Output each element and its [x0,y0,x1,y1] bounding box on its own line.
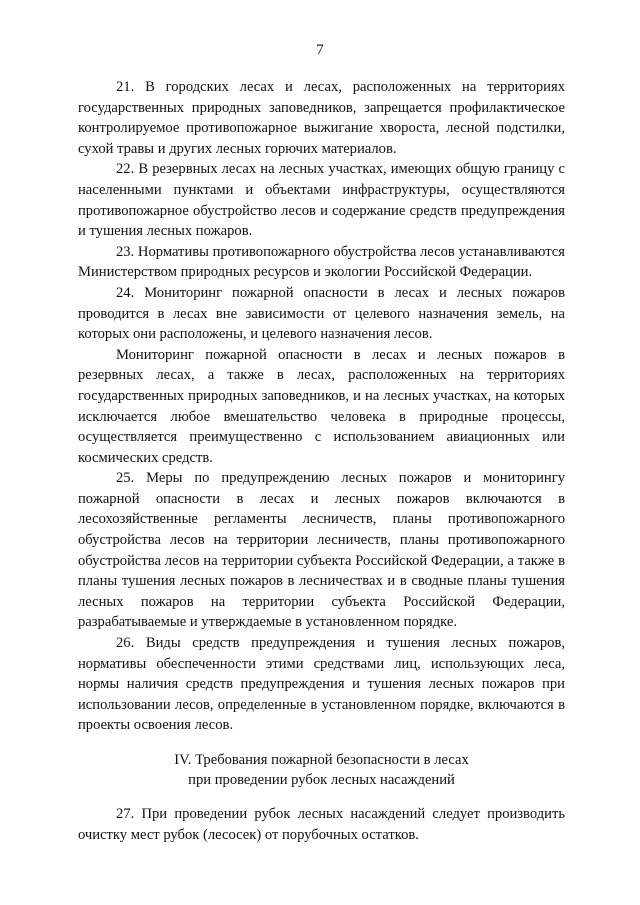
paragraph-22: 22. В резервных лесах на лесных участках, имеющих общую границу с населенными пунктами и объектами инфраструктуры, осуществляются противопожарное обустройство лесов и содержание средств предупреждения и тушения лесных пожаров. [78,161,565,240]
document-body [78,77,565,845]
paragraph-27: 27. При проведении рубок лесных насаждений следует производить очистку мест рубок (лесосек) от порубочных остатков. [78,806,565,843]
paragraph-24-continued: Мониторинг пожарной опасности в лесах и лесных пожаров в резервных лесах, а также в лесах, расположенных на территориях государственных природных заповедников, и на лесных участках, на которых исключается любое вмешательство человека в природные процессы, осуществляется преимущественно с использованием авиационных или космических средств. [78,346,565,466]
page-number: 7 [316,42,324,58]
section-heading-line2: при проведении рубок лесных насаждений [188,772,455,788]
paragraph-25: 25. Меры по предупреждению лесных пожаров и мониторингу пожарной опасности в лесах и лесных пожаров включаются в лесохозяйственные регламенты лесничеств, планы противопожарного обустройства лесов на территории лесничеств, планы противопожарного обустройства лесов на территории субъекта Российской Федерации, а также в планы тушения лесных пожаров в лесничествах и в сводные планы тушения лесных пожаров на территории субъекта Российской Федерации, разрабатываемые и утверждаемые в установленном порядке. [78,470,565,631]
paragraph-21: 21. В городских лесах и лесах, расположенных на территориях государственных природных заповедников, запрещается профилактическое контролируемое противопожарное выжигание хвороста, лесной подстилки, сухой травы и других лесных горючих материалов. [78,79,565,157]
paragraph-23: 23. Нормативы противопожарного обустройства лесов устанавливаются Министерством природных ресурсов и экологии Российской Федерации. [78,243,565,281]
section-heading-line1: IV. Требования пожарной безопасности в лесах [174,752,469,768]
paragraph-26: 26. Виды средств предупреждения и тушения лесных пожаров, нормативы обеспеченности этими средствами лиц, использующих леса, нормы наличия средств предупреждения и тушения лесных пожаров при использовании лесов, определенные в установленном порядке, включаются в проекты освоения лесов. [78,635,565,734]
section-heading [78,750,565,790]
paragraph-24: 24. Мониторинг пожарной опасности в лесах и лесных пожаров проводится в лесах вне зависимости от целевого назначения земель, на которых они расположены, и целевого назначения лесов. [78,284,565,343]
